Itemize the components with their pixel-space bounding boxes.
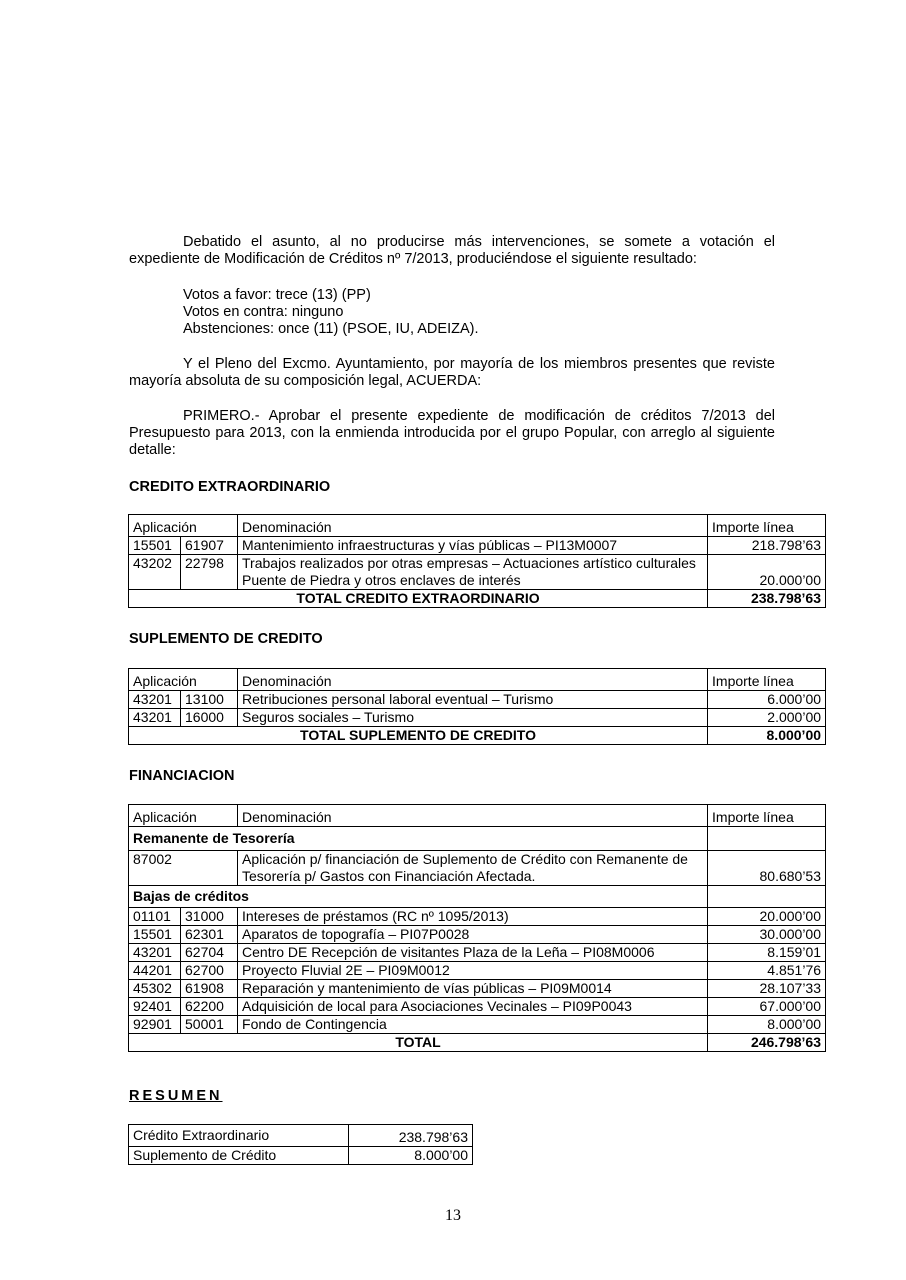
cell-aplicacion-b: 61907 <box>181 537 238 555</box>
table-row <box>129 691 826 709</box>
page-number: 13 <box>445 1207 461 1224</box>
cell-aplicacion-a: 44201 <box>129 962 181 980</box>
cell-importe: 2.000’00 <box>708 709 826 727</box>
resumen-table <box>128 1124 473 1165</box>
financiacion-table <box>128 804 826 1052</box>
cell-importe: 28.107’33 <box>708 980 826 998</box>
votes-list <box>183 287 479 338</box>
cell-aplicacion-a: 43202 <box>129 555 181 590</box>
resumen-label: Crédito Extraordinario <box>129 1125 349 1147</box>
cell-denominacion: Proyecto Fluvial 2E – PI09M0012 <box>238 962 708 980</box>
credito-heading: CREDITO EXTRAORDINARIO <box>129 479 331 495</box>
cell-denominacion: Adquisición de local para Asociaciones Vecinales – PI09P0043 <box>238 998 708 1016</box>
cell-importe: 80.680’53 <box>708 851 826 886</box>
total-row <box>129 1034 826 1052</box>
total-row <box>129 590 826 608</box>
votes-contra: Votos en contra: ninguno <box>183 304 344 320</box>
cell-denominacion: Seguros sociales – Turismo <box>238 709 708 727</box>
cell-importe: 20.000’00 <box>708 908 826 926</box>
table-row <box>129 944 826 962</box>
remanente-label: Remanente de Tesorería <box>129 827 708 851</box>
cell-importe: 6.000’00 <box>708 691 826 709</box>
cell-aplicacion-b: 22798 <box>181 555 238 590</box>
table-row <box>129 537 826 555</box>
empty-cell <box>708 827 826 851</box>
paragraph-pleno: Y el Pleno del Excmo. Ayuntamiento, por mayoría de los miembros presentes que reviste mayoría absoluta de su composición legal, ACUERDA: <box>129 356 775 389</box>
table-header-row <box>129 805 826 827</box>
cell-denominacion: Mantenimiento infraestructuras y vías públicas – PI13M0007 <box>238 537 708 555</box>
header-denominacion: Denominación <box>238 805 708 827</box>
credito-table <box>128 514 826 608</box>
cell-denominacion: Fondo de Contingencia <box>238 1016 708 1034</box>
paragraph-debate: Debatido el asunto, al no producirse más intervenciones, se somete a votación el expediente de Modificación de Créditos nº 7/2013, produciéndose el siguiente resultado: <box>129 234 775 267</box>
header-importe: Importe línea <box>708 515 826 537</box>
table-row <box>129 908 826 926</box>
table-row <box>129 851 826 886</box>
table-row <box>129 962 826 980</box>
suplemento-heading: SUPLEMENTO DE CREDITO <box>129 631 323 647</box>
table-row <box>129 1125 473 1147</box>
total-value: 238.798’63 <box>708 590 826 608</box>
table-header-row <box>129 669 826 691</box>
total-label: TOTAL SUPLEMENTO DE CREDITO <box>129 727 708 745</box>
table-row <box>129 998 826 1016</box>
cell-aplicacion-a: 15501 <box>129 926 181 944</box>
table-header-row <box>129 515 826 537</box>
header-importe: Importe línea <box>708 669 826 691</box>
table-row <box>129 926 826 944</box>
table-row <box>129 1147 473 1165</box>
header-aplicacion: Aplicación <box>129 669 238 691</box>
cell-importe: 4.851’76 <box>708 962 826 980</box>
cell-aplicacion-a: 01101 <box>129 908 181 926</box>
cell-denominacion: Aplicación p/ financiación de Suplemento de Crédito con Remanente de Tesorería p/ Gastos con Financiación Afectada. <box>238 851 708 886</box>
cell-aplicacion-a: 92401 <box>129 998 181 1016</box>
cell-importe: 218.798’63 <box>708 537 826 555</box>
cell-aplicacion-b: 62301 <box>181 926 238 944</box>
cell-denominacion: Retribuciones personal laboral eventual – Turismo <box>238 691 708 709</box>
cell-aplicacion-b: 31000 <box>181 908 238 926</box>
section-row-bajas <box>129 886 826 908</box>
cell-aplicacion-a: 43201 <box>129 691 181 709</box>
cell-aplicacion-b: 16000 <box>181 709 238 727</box>
header-denominacion: Denominación <box>238 515 708 537</box>
cell-denominacion: Trabajos realizados por otras empresas – Actuaciones artístico culturales Puente de Piedra y otros enclaves de interés <box>238 555 708 590</box>
resumen-label: Suplemento de Crédito <box>129 1147 349 1165</box>
cell-aplicacion-a: 92901 <box>129 1016 181 1034</box>
cell-aplicacion-b: 62704 <box>181 944 238 962</box>
empty-cell <box>708 886 826 908</box>
cell-importe: 30.000’00 <box>708 926 826 944</box>
cell-importe: 8.159’01 <box>708 944 826 962</box>
total-value: 246.798’63 <box>708 1034 826 1052</box>
cell-aplicacion-b: 13100 <box>181 691 238 709</box>
cell-aplicacion-b: 62200 <box>181 998 238 1016</box>
votes-abstenciones: Abstenciones: once (11) (PSOE, IU, ADEIZA). <box>183 321 479 337</box>
cell-aplicacion-a: 87002 <box>129 851 238 886</box>
cell-denominacion: Intereses de préstamos (RC nº 1095/2013) <box>238 908 708 926</box>
table-row <box>129 555 826 590</box>
cell-aplicacion-b: 50001 <box>181 1016 238 1034</box>
header-aplicacion: Aplicación <box>129 515 238 537</box>
cell-denominacion: Aparatos de topografía – PI07P0028 <box>238 926 708 944</box>
header-importe: Importe línea <box>708 805 826 827</box>
table-row <box>129 1016 826 1034</box>
section-row-remanente <box>129 827 826 851</box>
total-row <box>129 727 826 745</box>
bajas-label: Bajas de créditos <box>129 886 708 908</box>
paragraph-primero: PRIMERO.- Aprobar el presente expediente de modificación de créditos 7/2013 del Presupuesto para 2013, con la enmienda introducida por el grupo Popular, con arreglo al siguiente detalle: <box>129 408 775 458</box>
table-row <box>129 980 826 998</box>
resumen-heading: RESUMEN <box>129 1088 223 1104</box>
resumen-value: 238.798’63 <box>349 1125 473 1147</box>
cell-aplicacion-a: 43201 <box>129 709 181 727</box>
total-label: TOTAL CREDITO EXTRAORDINARIO <box>129 590 708 608</box>
cell-aplicacion-b: 61908 <box>181 980 238 998</box>
financiacion-heading: FINANCIACION <box>129 768 235 784</box>
total-label: TOTAL <box>129 1034 708 1052</box>
cell-denominacion: Reparación y mantenimiento de vías públicas – PI09M0014 <box>238 980 708 998</box>
cell-aplicacion-a: 43201 <box>129 944 181 962</box>
cell-aplicacion-b: 62700 <box>181 962 238 980</box>
header-denominacion: Denominación <box>238 669 708 691</box>
header-aplicacion: Aplicación <box>129 805 238 827</box>
cell-aplicacion-a: 15501 <box>129 537 181 555</box>
cell-importe: 8.000’00 <box>708 1016 826 1034</box>
cell-importe: 67.000’00 <box>708 998 826 1016</box>
total-value: 8.000’00 <box>708 727 826 745</box>
votes-favor: Votos a favor: trece (13) (PP) <box>183 287 371 303</box>
cell-denominacion: Centro DE Recepción de visitantes Plaza de la Leña – PI08M0006 <box>238 944 708 962</box>
table-row <box>129 709 826 727</box>
resumen-value: 8.000’00 <box>349 1147 473 1165</box>
cell-aplicacion-a: 45302 <box>129 980 181 998</box>
cell-importe: 20.000’00 <box>708 555 826 590</box>
suplemento-table <box>128 668 826 745</box>
